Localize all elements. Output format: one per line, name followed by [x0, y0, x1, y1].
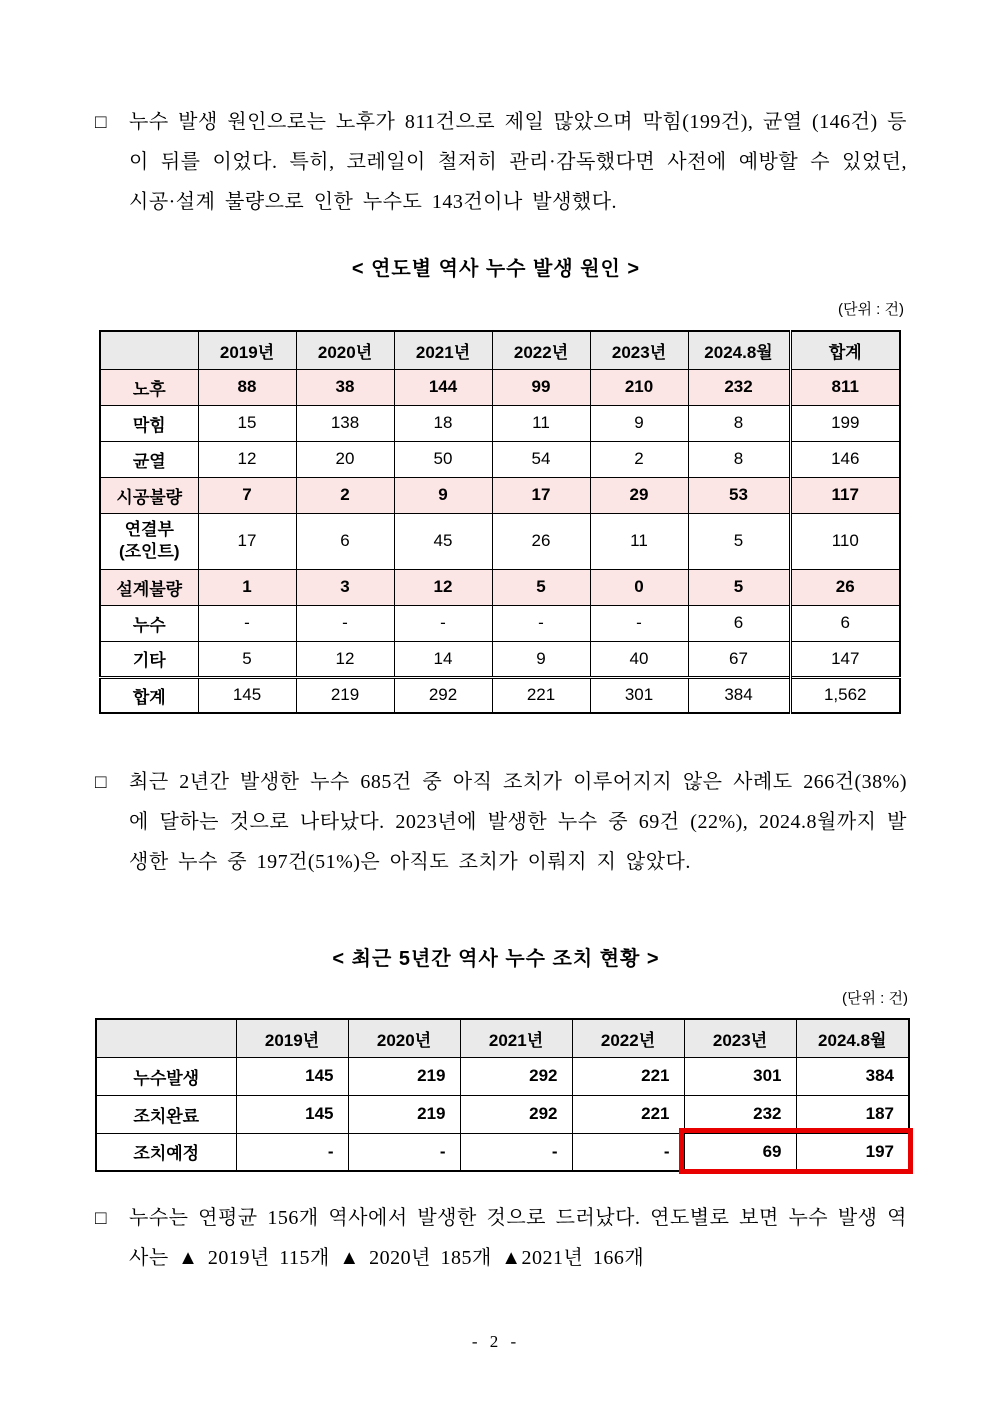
table1-cell: 99 [492, 369, 590, 405]
square-bullet-icon: □ [95, 772, 107, 793]
table1-total-label: 합계 [100, 677, 198, 713]
table1-header-row [100, 331, 900, 369]
table1-col-header: 2024.8월 [688, 331, 790, 369]
table1-cell: 26 [790, 569, 900, 605]
table1-cell: - [590, 605, 688, 641]
table2-col-header: 2020년 [348, 1019, 460, 1057]
table1-cell: 144 [394, 369, 492, 405]
table2-row-label: 조치완료 [96, 1095, 236, 1133]
table1-cell: 20 [296, 441, 394, 477]
table1-cell: 12 [394, 569, 492, 605]
table1-total-cell: 1,562 [790, 677, 900, 713]
table1-cell: 811 [790, 369, 900, 405]
paragraph-unresolved-leaks-text: 최근 2년간 발생한 누수 685건 중 아직 조치가 이루어지지 않은 사례도 266건(38%)에 달하는 것으로 나타났다. 2023년에 발생한 누수 중 69건 (22%), 2024.8월까지 발생한 누수 중 197건(51%)은 아직도 조치가 이뤄지 지 않았다. [129, 771, 907, 873]
table1-cell: 232 [688, 369, 790, 405]
table1-row-label: 시공불량 [100, 477, 198, 513]
table1-cell: - [394, 605, 492, 641]
table1-data-row [100, 477, 900, 513]
table1-cell: - [198, 605, 296, 641]
table2-cell: 197 [796, 1133, 909, 1171]
square-bullet-icon: □ [95, 1208, 107, 1229]
table1-cell: 9 [590, 405, 688, 441]
table1-row-label: 균열 [100, 441, 198, 477]
table2-col-header: 2019년 [236, 1019, 348, 1057]
table1-row-label: 누수 [100, 605, 198, 641]
table1-cell: 0 [590, 569, 688, 605]
table1-cell: 17 [492, 477, 590, 513]
table1-cell: 5 [688, 569, 790, 605]
square-bullet-icon: □ [95, 112, 107, 133]
table1-cell: 54 [492, 441, 590, 477]
table1-cell: 117 [790, 477, 900, 513]
table1-data-row [100, 641, 900, 677]
table1-data-row [100, 405, 900, 441]
table2-cell: - [460, 1133, 572, 1171]
table1-data-row [100, 605, 900, 641]
table1-cell: 5 [492, 569, 590, 605]
table1-row-label: 설계불량 [100, 569, 198, 605]
table2-col-header [96, 1019, 236, 1057]
table2-cell: 292 [460, 1057, 572, 1095]
table1-data-row [100, 369, 900, 405]
table2-cell: 221 [572, 1057, 684, 1095]
table1-body [100, 369, 900, 713]
table1-cell: 11 [492, 405, 590, 441]
table1-cell: 9 [394, 477, 492, 513]
table2-col-header: 2023년 [684, 1019, 796, 1057]
table1-cell: 40 [590, 641, 688, 677]
table2-cell: 221 [572, 1095, 684, 1133]
table1-cell: 146 [790, 441, 900, 477]
table1-total-cell: 145 [198, 677, 296, 713]
table2-data-row [96, 1095, 909, 1133]
table1-cell: 38 [296, 369, 394, 405]
table2-row-label: 조치예정 [96, 1133, 236, 1171]
table1-cell: 29 [590, 477, 688, 513]
table1-cell: 8 [688, 441, 790, 477]
table2-cell: 219 [348, 1095, 460, 1133]
table2-cell: 145 [236, 1095, 348, 1133]
table1-cell: 18 [394, 405, 492, 441]
table1-cell: 6 [688, 605, 790, 641]
table1-cell: 11 [590, 513, 688, 569]
table1-col-header: 2021년 [394, 331, 492, 369]
table2-cell: 145 [236, 1057, 348, 1095]
table2-col-header: 2022년 [572, 1019, 684, 1057]
table1-row-label: 막힘 [100, 405, 198, 441]
table1-total-cell: 219 [296, 677, 394, 713]
table1-col-header: 2022년 [492, 331, 590, 369]
table2-cell: 187 [796, 1095, 909, 1133]
table1-cell: 14 [394, 641, 492, 677]
table2-cell: 69 [684, 1133, 796, 1171]
table-leak-action-status [95, 1018, 910, 1172]
table1-cell: - [296, 605, 394, 641]
table2-col-header: 2024.8월 [796, 1019, 909, 1057]
table2-data-row [96, 1133, 909, 1171]
table1-cell: 17 [198, 513, 296, 569]
table1-cell: 50 [394, 441, 492, 477]
table1-total-cell: 292 [394, 677, 492, 713]
table1-cell: 12 [198, 441, 296, 477]
table1-cell: 147 [790, 641, 900, 677]
table1-cell: 1 [198, 569, 296, 605]
table2-header-row [96, 1019, 909, 1057]
table1-cell: 110 [790, 513, 900, 569]
table1-cell: 8 [688, 405, 790, 441]
table2-body [96, 1057, 909, 1171]
table2-cell: 301 [684, 1057, 796, 1095]
table1-col-header: 2020년 [296, 331, 394, 369]
table2-cell: 384 [796, 1057, 909, 1095]
table2-unit-label: (단위 : 건) [842, 990, 908, 1007]
table1-cell: 53 [688, 477, 790, 513]
table1-data-row [100, 441, 900, 477]
table1-cell: 12 [296, 641, 394, 677]
table1-cell: 138 [296, 405, 394, 441]
table1-row-label: 노후 [100, 369, 198, 405]
table1-cell: 199 [790, 405, 900, 441]
table1-data-row [100, 569, 900, 605]
table1-total-cell: 221 [492, 677, 590, 713]
table1-cell: 2 [590, 441, 688, 477]
table1-unit-label: (단위 : 건) [838, 301, 904, 318]
table1-row-label: 연결부 (조인트) [100, 513, 198, 569]
table1-total-row [100, 677, 900, 713]
paragraph-leak-causes-text: 누수 발생 원인으로는 노후가 811건으로 제일 많았으며 막힘(199건), 균열 (146건) 등이 뒤를 이었다. 특히, 코레일이 철저히 관리·감독했다면 사전에 예방할 수 있었던, 시공·설계 불량으로 인한 누수도 143건이나 발생했다. [129, 111, 907, 213]
table2-cell: 219 [348, 1057, 460, 1095]
table1-data-row [100, 513, 900, 569]
table1-col-header: 합계 [790, 331, 900, 369]
table1-col-header: 2019년 [198, 331, 296, 369]
table2-cell: - [236, 1133, 348, 1171]
table2-cell: - [348, 1133, 460, 1171]
paragraph-unresolved-leaks [95, 762, 907, 882]
table2-cell: 292 [460, 1095, 572, 1133]
table1-cell: 67 [688, 641, 790, 677]
paragraph-station-counts-text: 누수는 연평균 156개 역사에서 발생한 것으로 드러났다. 연도별로 보면 누수 발생 역사는 ▲ 2019년 115개 ▲ 2020년 185개 ▲2021년 166개 [129, 1207, 907, 1269]
table2-col-header: 2021년 [460, 1019, 572, 1057]
table1-total-cell: 384 [688, 677, 790, 713]
table1-cell: 7 [198, 477, 296, 513]
table1-title: < 연도별 역사 누수 발생 원인 > [351, 258, 641, 280]
table1-total-cell: 301 [590, 677, 688, 713]
table2-title: < 최근 5년간 역사 누수 조치 현황 > [332, 948, 660, 970]
table1-col-header [100, 331, 198, 369]
table1-cell: 3 [296, 569, 394, 605]
table1-cell: 45 [394, 513, 492, 569]
table-leak-causes-by-year [99, 330, 901, 714]
paragraph-station-counts [95, 1198, 907, 1278]
page-number: - 2 - [471, 1332, 521, 1351]
table2-row-label: 누수발생 [96, 1057, 236, 1095]
paragraph-leak-causes [95, 102, 907, 222]
table1-cell: 210 [590, 369, 688, 405]
table1-cell: 2 [296, 477, 394, 513]
table1-cell: - [492, 605, 590, 641]
table1-cell: 88 [198, 369, 296, 405]
table2-data-row [96, 1057, 909, 1095]
table2-cell: - [572, 1133, 684, 1171]
table1-cell: 6 [296, 513, 394, 569]
table1-cell: 5 [198, 641, 296, 677]
table1-cell: 6 [790, 605, 900, 641]
table2-cell: 232 [684, 1095, 796, 1133]
table1-cell: 26 [492, 513, 590, 569]
table1-row-label: 기타 [100, 641, 198, 677]
table1-cell: 15 [198, 405, 296, 441]
table1-cell: 9 [492, 641, 590, 677]
table1-col-header: 2023년 [590, 331, 688, 369]
table1-cell: 5 [688, 513, 790, 569]
